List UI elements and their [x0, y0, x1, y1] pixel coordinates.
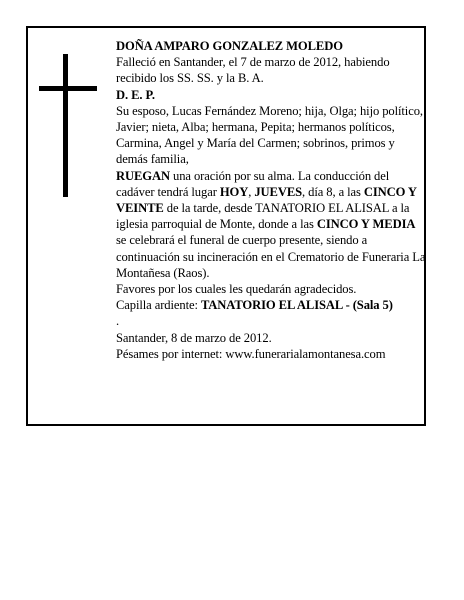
chapel-label: Capilla ardiente:	[116, 298, 201, 313]
hora-funeral: CINCO Y MEDIA	[316, 217, 416, 232]
ceremony-text-3: se celebrará el funeral de cuerpo presente, siendo a continuación su incineración en el Crematorio de Funeraria La Montañesa (Raos).	[116, 233, 426, 280]
obituary-text	[116, 38, 426, 362]
ceremony-day: , día 8, a las	[302, 184, 364, 199]
jueves: JUEVES	[254, 184, 303, 199]
condolences-line: Pésames por internet: www.funerarialamontanesa.com	[116, 346, 386, 361]
chapel-value: TANATORIO EL ALISAL - (Sala 5)	[200, 298, 393, 313]
cross-icon-bar	[39, 86, 97, 91]
deceased-name: DOÑA AMPARO GONZALEZ MOLEDO	[116, 39, 343, 53]
ceremony-text-2: de la tarde, desde TANATORIO EL ALISAL a la iglesia parroquial de Monte, donde a las	[116, 201, 410, 232]
ceremony-comma: ,	[248, 184, 255, 199]
ceremony-text-1: una oración por su alma. La conducción del cadáver tendrá lugar	[116, 168, 390, 199]
ceremony-paragraph	[116, 168, 426, 281]
hora-conduccion: CINCO Y VEINTE	[116, 184, 417, 216]
stray-dot: .	[116, 314, 120, 329]
hoy: HOY	[219, 184, 249, 199]
chapel-line	[116, 297, 426, 313]
ruegan: RUEGAN	[116, 168, 170, 183]
family-list: Su esposo, Lucas Fernández Moreno; hija, Olga; hijo político, Javier; nieta, Alba; hermana, Pepita; hermanos políticos, Carmina, Angel y María del Carmen; sobrinos, primos y demás familia,	[116, 103, 423, 167]
thanks-line: Favores por los cuales les quedarán agradecidos.	[116, 282, 357, 297]
dep-line: D. E. P.	[116, 87, 155, 102]
notice-date: Santander, 8 de marzo de 2012.	[116, 330, 272, 345]
cross-icon	[63, 54, 68, 197]
death-statement: Falleció en Santander, el 7 de marzo de 2012, habiendo recibido los SS. SS. y la B. A.	[116, 55, 390, 86]
